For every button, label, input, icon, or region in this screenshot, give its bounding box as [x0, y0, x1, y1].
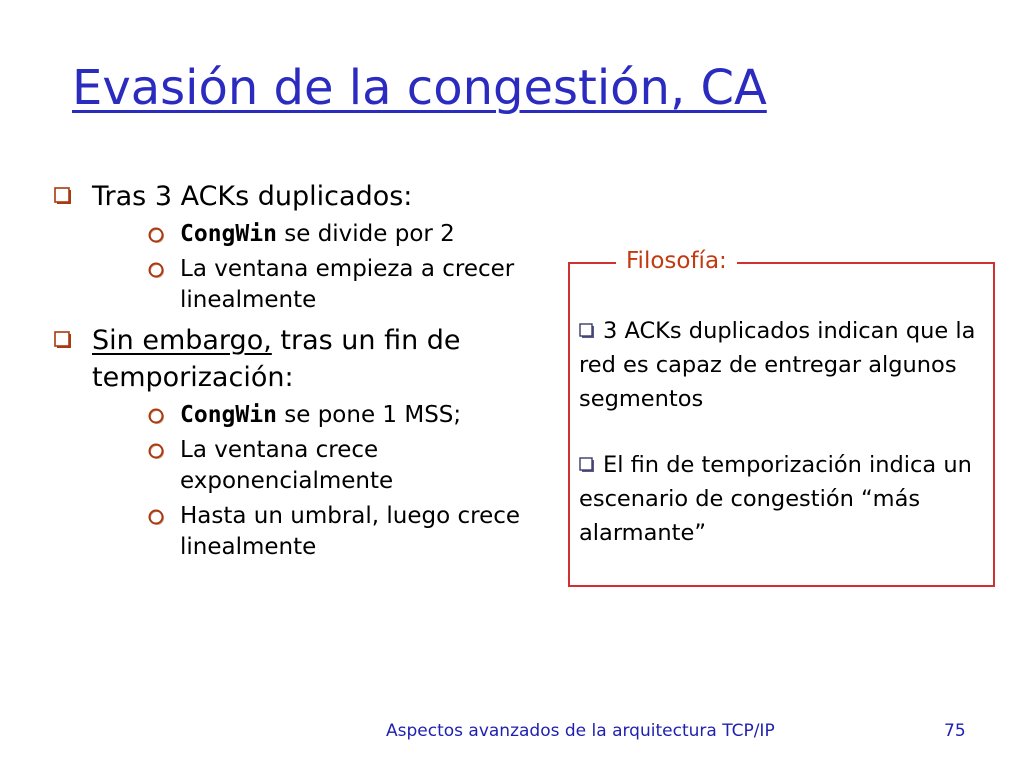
philosophy-item — [579, 448, 979, 550]
slide-title: Evasión de la congestión, CA — [72, 60, 767, 116]
sub-bullet-list — [92, 219, 540, 316]
sub-bullet-item — [92, 219, 540, 250]
square-bullet-icon — [54, 187, 72, 205]
bullet-item — [50, 178, 540, 316]
circle-bullet-icon — [147, 226, 165, 244]
circle-bullet-icon — [147, 508, 165, 526]
sub-bullet-item — [92, 400, 540, 431]
sub-bullet-text: se divide por 2 — [276, 221, 455, 247]
bullet-text: Tras 3 ACKs duplicados: — [92, 181, 413, 212]
sub-bullet-text: La ventana empieza a crecer linealmente — [180, 256, 515, 313]
circle-bullet-icon — [147, 407, 165, 425]
philosophy-list — [579, 314, 979, 582]
philosophy-text: El fin de temporización indica un escenario de congestión “más alarmante” — [579, 452, 972, 546]
square-bullet-icon — [54, 331, 72, 349]
philosophy-box — [568, 248, 995, 587]
code-text: CongWin — [180, 402, 277, 428]
main-bullet-list — [50, 178, 540, 569]
sub-bullet-text: La ventana crece exponencialmente — [180, 437, 394, 494]
footer-text: Aspectos avanzados de la arquitectura TCP/IP — [386, 721, 775, 741]
sub-bullet-list — [92, 400, 540, 563]
sub-bullet-text: se pone 1 MSS; — [276, 402, 462, 428]
circle-bullet-icon — [147, 442, 165, 460]
square-bullet-icon — [579, 457, 595, 473]
sub-bullet-item — [92, 501, 540, 563]
philosophy-item — [579, 314, 979, 416]
sub-bullet-item — [92, 435, 540, 497]
code-text: CongWin — [180, 221, 277, 247]
bullet-item — [50, 322, 540, 563]
bullet-text: tras un fin de temporización: — [92, 325, 461, 393]
philosophy-label: Filosofía: — [616, 246, 737, 276]
sub-bullet-text: Hasta un umbral, luego crece linealmente — [180, 503, 521, 560]
square-bullet-icon — [579, 323, 595, 339]
page-number: 75 — [944, 721, 966, 741]
sub-bullet-item — [92, 254, 540, 316]
philosophy-text: 3 ACKs duplicados indican que la red es capaz de entregar algunos segmentos — [579, 318, 976, 412]
underlined-text: Sin embargo, — [92, 325, 272, 356]
circle-bullet-icon — [147, 261, 165, 279]
